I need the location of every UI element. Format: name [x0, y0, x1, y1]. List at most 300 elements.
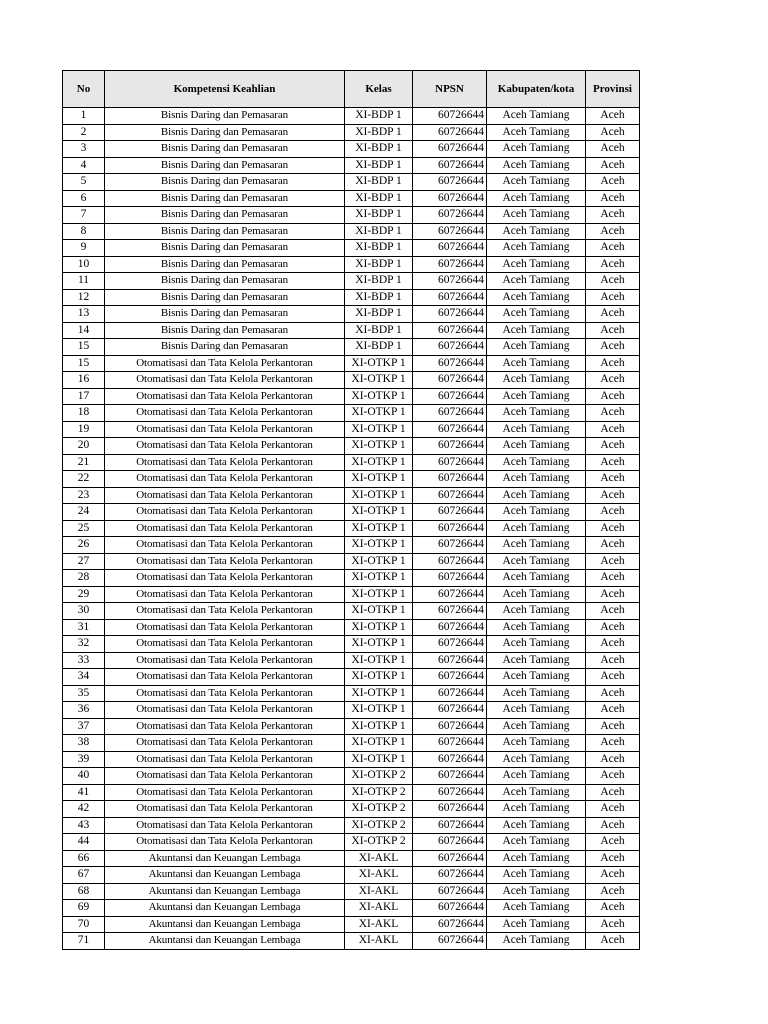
cell-kabupaten: Aceh Tamiang [487, 718, 586, 735]
cell-npsn: 60726644 [413, 883, 487, 900]
cell-no: 28 [63, 570, 105, 587]
cell-no: 14 [63, 322, 105, 339]
table-row [63, 108, 640, 125]
table-body [63, 108, 640, 950]
cell-no: 31 [63, 619, 105, 636]
cell-npsn: 60726644 [413, 157, 487, 174]
table-row [63, 817, 640, 834]
cell-provinsi: Aceh [586, 867, 640, 884]
cell-kabupaten: Aceh Tamiang [487, 619, 586, 636]
cell-kelas: XI-OTKP 2 [345, 768, 413, 785]
cell-provinsi: Aceh [586, 438, 640, 455]
cell-no: 9 [63, 240, 105, 257]
cell-no: 68 [63, 883, 105, 900]
cell-kelas: XI-BDP 1 [345, 289, 413, 306]
cell-kabupaten: Aceh Tamiang [487, 784, 586, 801]
cell-provinsi: Aceh [586, 900, 640, 917]
cell-kompetensi: Otomatisasi dan Tata Kelola Perkantoran [105, 487, 345, 504]
cell-kompetensi: Otomatisasi dan Tata Kelola Perkantoran [105, 454, 345, 471]
table-row [63, 834, 640, 851]
cell-npsn: 60726644 [413, 487, 487, 504]
cell-kompetensi: Otomatisasi dan Tata Kelola Perkantoran [105, 652, 345, 669]
cell-kabupaten: Aceh Tamiang [487, 306, 586, 323]
table-row [63, 190, 640, 207]
cell-provinsi: Aceh [586, 372, 640, 389]
cell-npsn: 60726644 [413, 289, 487, 306]
table-row [63, 471, 640, 488]
table-row [63, 570, 640, 587]
cell-kompetensi: Otomatisasi dan Tata Kelola Perkantoran [105, 520, 345, 537]
cell-kabupaten: Aceh Tamiang [487, 124, 586, 141]
cell-no: 22 [63, 471, 105, 488]
cell-npsn: 60726644 [413, 520, 487, 537]
cell-npsn: 60726644 [413, 471, 487, 488]
cell-kabupaten: Aceh Tamiang [487, 471, 586, 488]
cell-kompetensi: Bisnis Daring dan Pemasaran [105, 157, 345, 174]
table-row [63, 586, 640, 603]
cell-no: 70 [63, 916, 105, 933]
cell-kelas: XI-OTKP 1 [345, 520, 413, 537]
cell-npsn: 60726644 [413, 207, 487, 224]
cell-kabupaten: Aceh Tamiang [487, 702, 586, 719]
cell-kelas: XI-OTKP 1 [345, 718, 413, 735]
cell-kompetensi: Otomatisasi dan Tata Kelola Perkantoran [105, 669, 345, 686]
cell-kompetensi: Bisnis Daring dan Pemasaran [105, 322, 345, 339]
cell-kompetensi: Bisnis Daring dan Pemasaran [105, 256, 345, 273]
cell-kabupaten: Aceh Tamiang [487, 289, 586, 306]
header-kabupaten: Kabupaten/kota [487, 71, 586, 108]
cell-npsn: 60726644 [413, 388, 487, 405]
cell-kompetensi: Akuntansi dan Keuangan Lembaga [105, 933, 345, 950]
cell-kelas: XI-BDP 1 [345, 322, 413, 339]
cell-npsn: 60726644 [413, 355, 487, 372]
cell-no: 24 [63, 504, 105, 521]
header-provinsi: Provinsi [586, 71, 640, 108]
cell-kompetensi: Otomatisasi dan Tata Kelola Perkantoran [105, 537, 345, 554]
cell-provinsi: Aceh [586, 421, 640, 438]
cell-no: 16 [63, 372, 105, 389]
cell-provinsi: Aceh [586, 718, 640, 735]
cell-provinsi: Aceh [586, 751, 640, 768]
cell-no: 10 [63, 256, 105, 273]
cell-kelas: XI-OTKP 1 [345, 636, 413, 653]
cell-kompetensi: Bisnis Daring dan Pemasaran [105, 108, 345, 125]
table-row [63, 372, 640, 389]
cell-provinsi: Aceh [586, 850, 640, 867]
cell-provinsi: Aceh [586, 570, 640, 587]
cell-no: 67 [63, 867, 105, 884]
cell-kompetensi: Akuntansi dan Keuangan Lembaga [105, 867, 345, 884]
cell-kabupaten: Aceh Tamiang [487, 520, 586, 537]
cell-provinsi: Aceh [586, 933, 640, 950]
cell-kompetensi: Otomatisasi dan Tata Kelola Perkantoran [105, 372, 345, 389]
cell-kabupaten: Aceh Tamiang [487, 669, 586, 686]
cell-kelas: XI-OTKP 1 [345, 471, 413, 488]
student-table-sheet [62, 70, 640, 950]
cell-npsn: 60726644 [413, 405, 487, 422]
cell-no: 29 [63, 586, 105, 603]
cell-provinsi: Aceh [586, 355, 640, 372]
table-row [63, 850, 640, 867]
cell-npsn: 60726644 [413, 124, 487, 141]
cell-kompetensi: Otomatisasi dan Tata Kelola Perkantoran [105, 619, 345, 636]
cell-provinsi: Aceh [586, 636, 640, 653]
cell-no: 43 [63, 817, 105, 834]
cell-kabupaten: Aceh Tamiang [487, 339, 586, 356]
cell-npsn: 60726644 [413, 586, 487, 603]
header-kelas: Kelas [345, 71, 413, 108]
cell-kelas: XI-OTKP 1 [345, 388, 413, 405]
cell-provinsi: Aceh [586, 520, 640, 537]
table-row [63, 718, 640, 735]
cell-kelas: XI-OTKP 1 [345, 669, 413, 686]
cell-kompetensi: Otomatisasi dan Tata Kelola Perkantoran [105, 685, 345, 702]
cell-no: 11 [63, 273, 105, 290]
cell-provinsi: Aceh [586, 784, 640, 801]
cell-provinsi: Aceh [586, 339, 640, 356]
cell-kabupaten: Aceh Tamiang [487, 157, 586, 174]
cell-kelas: XI-BDP 1 [345, 157, 413, 174]
table-row [63, 223, 640, 240]
cell-kelas: XI-OTKP 2 [345, 784, 413, 801]
cell-kabupaten: Aceh Tamiang [487, 240, 586, 257]
cell-kabupaten: Aceh Tamiang [487, 256, 586, 273]
cell-provinsi: Aceh [586, 735, 640, 752]
cell-provinsi: Aceh [586, 273, 640, 290]
cell-provinsi: Aceh [586, 537, 640, 554]
table-row [63, 256, 640, 273]
cell-no: 44 [63, 834, 105, 851]
cell-npsn: 60726644 [413, 306, 487, 323]
cell-npsn: 60726644 [413, 273, 487, 290]
cell-provinsi: Aceh [586, 471, 640, 488]
cell-provinsi: Aceh [586, 619, 640, 636]
cell-kompetensi: Bisnis Daring dan Pemasaran [105, 223, 345, 240]
cell-kelas: XI-BDP 1 [345, 207, 413, 224]
cell-kelas: XI-OTKP 1 [345, 454, 413, 471]
cell-no: 32 [63, 636, 105, 653]
cell-kelas: XI-BDP 1 [345, 124, 413, 141]
cell-kelas: XI-OTKP 2 [345, 801, 413, 818]
cell-kelas: XI-OTKP 1 [345, 702, 413, 719]
cell-kabupaten: Aceh Tamiang [487, 487, 586, 504]
cell-kabupaten: Aceh Tamiang [487, 372, 586, 389]
cell-kabupaten: Aceh Tamiang [487, 355, 586, 372]
cell-kelas: XI-OTKP 1 [345, 735, 413, 752]
table-row [63, 735, 640, 752]
cell-npsn: 60726644 [413, 768, 487, 785]
cell-npsn: 60726644 [413, 735, 487, 752]
cell-kelas: XI-OTKP 1 [345, 355, 413, 372]
table-row [63, 355, 640, 372]
table-row [63, 207, 640, 224]
cell-provinsi: Aceh [586, 883, 640, 900]
cell-kompetensi: Otomatisasi dan Tata Kelola Perkantoran [105, 586, 345, 603]
cell-kompetensi: Otomatisasi dan Tata Kelola Perkantoran [105, 834, 345, 851]
cell-kabupaten: Aceh Tamiang [487, 421, 586, 438]
cell-kabupaten: Aceh Tamiang [487, 933, 586, 950]
cell-kelas: XI-OTKP 1 [345, 537, 413, 554]
cell-kabupaten: Aceh Tamiang [487, 190, 586, 207]
cell-provinsi: Aceh [586, 240, 640, 257]
cell-provinsi: Aceh [586, 454, 640, 471]
cell-kabupaten: Aceh Tamiang [487, 735, 586, 752]
cell-no: 39 [63, 751, 105, 768]
cell-kompetensi: Bisnis Daring dan Pemasaran [105, 306, 345, 323]
cell-provinsi: Aceh [586, 306, 640, 323]
cell-kabupaten: Aceh Tamiang [487, 570, 586, 587]
cell-kompetensi: Otomatisasi dan Tata Kelola Perkantoran [105, 751, 345, 768]
cell-kompetensi: Akuntansi dan Keuangan Lembaga [105, 916, 345, 933]
header-kompetensi: Kompetensi Keahlian [105, 71, 345, 108]
cell-npsn: 60726644 [413, 801, 487, 818]
table-row [63, 768, 640, 785]
table-row [63, 174, 640, 191]
cell-kelas: XI-OTKP 1 [345, 438, 413, 455]
cell-no: 38 [63, 735, 105, 752]
table-row [63, 751, 640, 768]
table-row [63, 289, 640, 306]
cell-kelas: XI-OTKP 1 [345, 504, 413, 521]
cell-kelas: XI-OTKP 1 [345, 570, 413, 587]
table-row [63, 339, 640, 356]
table-row [63, 454, 640, 471]
cell-kelas: XI-OTKP 1 [345, 553, 413, 570]
table-row [63, 421, 640, 438]
cell-npsn: 60726644 [413, 619, 487, 636]
cell-provinsi: Aceh [586, 207, 640, 224]
cell-npsn: 60726644 [413, 718, 487, 735]
cell-no: 34 [63, 669, 105, 686]
table-row [63, 685, 640, 702]
cell-kompetensi: Akuntansi dan Keuangan Lembaga [105, 900, 345, 917]
cell-provinsi: Aceh [586, 553, 640, 570]
table-row [63, 916, 640, 933]
cell-kabupaten: Aceh Tamiang [487, 768, 586, 785]
cell-no: 66 [63, 850, 105, 867]
cell-provinsi: Aceh [586, 141, 640, 158]
cell-no: 21 [63, 454, 105, 471]
cell-npsn: 60726644 [413, 751, 487, 768]
cell-kelas: XI-AKL [345, 867, 413, 884]
cell-kelas: XI-OTKP 1 [345, 487, 413, 504]
table-row [63, 636, 640, 653]
cell-provinsi: Aceh [586, 916, 640, 933]
cell-kompetensi: Bisnis Daring dan Pemasaran [105, 339, 345, 356]
cell-no: 20 [63, 438, 105, 455]
cell-npsn: 60726644 [413, 784, 487, 801]
cell-kabupaten: Aceh Tamiang [487, 603, 586, 620]
table-row [63, 603, 640, 620]
cell-npsn: 60726644 [413, 603, 487, 620]
cell-provinsi: Aceh [586, 768, 640, 785]
cell-no: 19 [63, 421, 105, 438]
cell-provinsi: Aceh [586, 834, 640, 851]
header-npsn: NPSN [413, 71, 487, 108]
cell-npsn: 60726644 [413, 933, 487, 950]
cell-npsn: 60726644 [413, 372, 487, 389]
cell-provinsi: Aceh [586, 685, 640, 702]
cell-kompetensi: Otomatisasi dan Tata Kelola Perkantoran [105, 504, 345, 521]
table-row [63, 405, 640, 422]
table-row [63, 487, 640, 504]
table-row [63, 537, 640, 554]
table-row [63, 702, 640, 719]
cell-kabupaten: Aceh Tamiang [487, 850, 586, 867]
cell-kompetensi: Bisnis Daring dan Pemasaran [105, 207, 345, 224]
cell-no: 27 [63, 553, 105, 570]
cell-no: 25 [63, 520, 105, 537]
cell-provinsi: Aceh [586, 817, 640, 834]
cell-kompetensi: Otomatisasi dan Tata Kelola Perkantoran [105, 570, 345, 587]
cell-npsn: 60726644 [413, 834, 487, 851]
cell-kompetensi: Otomatisasi dan Tata Kelola Perkantoran [105, 388, 345, 405]
cell-kompetensi: Bisnis Daring dan Pemasaran [105, 190, 345, 207]
cell-no: 71 [63, 933, 105, 950]
cell-kompetensi: Otomatisasi dan Tata Kelola Perkantoran [105, 471, 345, 488]
cell-kelas: XI-OTKP 2 [345, 834, 413, 851]
cell-no: 36 [63, 702, 105, 719]
cell-kabupaten: Aceh Tamiang [487, 817, 586, 834]
cell-provinsi: Aceh [586, 388, 640, 405]
table-row [63, 933, 640, 950]
cell-provinsi: Aceh [586, 603, 640, 620]
cell-kabupaten: Aceh Tamiang [487, 652, 586, 669]
cell-kelas: XI-BDP 1 [345, 223, 413, 240]
cell-kompetensi: Akuntansi dan Keuangan Lembaga [105, 883, 345, 900]
cell-kabupaten: Aceh Tamiang [487, 273, 586, 290]
cell-npsn: 60726644 [413, 141, 487, 158]
cell-kabupaten: Aceh Tamiang [487, 916, 586, 933]
cell-no: 42 [63, 801, 105, 818]
table-row [63, 388, 640, 405]
cell-kompetensi: Otomatisasi dan Tata Kelola Perkantoran [105, 405, 345, 422]
table-row [63, 306, 640, 323]
cell-kelas: XI-OTKP 1 [345, 685, 413, 702]
table-row [63, 883, 640, 900]
cell-kelas: XI-BDP 1 [345, 306, 413, 323]
table-row [63, 801, 640, 818]
cell-kabupaten: Aceh Tamiang [487, 586, 586, 603]
cell-provinsi: Aceh [586, 108, 640, 125]
cell-kompetensi: Otomatisasi dan Tata Kelola Perkantoran [105, 718, 345, 735]
cell-kompetensi: Bisnis Daring dan Pemasaran [105, 289, 345, 306]
cell-npsn: 60726644 [413, 240, 487, 257]
cell-no: 2 [63, 124, 105, 141]
cell-provinsi: Aceh [586, 157, 640, 174]
cell-no: 12 [63, 289, 105, 306]
cell-no: 7 [63, 207, 105, 224]
cell-kompetensi: Otomatisasi dan Tata Kelola Perkantoran [105, 735, 345, 752]
cell-no: 18 [63, 405, 105, 422]
cell-kelas: XI-OTKP 1 [345, 751, 413, 768]
cell-provinsi: Aceh [586, 223, 640, 240]
cell-kompetensi: Otomatisasi dan Tata Kelola Perkantoran [105, 421, 345, 438]
cell-no: 33 [63, 652, 105, 669]
cell-no: 69 [63, 900, 105, 917]
cell-provinsi: Aceh [586, 190, 640, 207]
cell-no: 1 [63, 108, 105, 125]
cell-kompetensi: Otomatisasi dan Tata Kelola Perkantoran [105, 801, 345, 818]
cell-kabupaten: Aceh Tamiang [487, 636, 586, 653]
cell-npsn: 60726644 [413, 322, 487, 339]
cell-no: 35 [63, 685, 105, 702]
cell-kompetensi: Otomatisasi dan Tata Kelola Perkantoran [105, 438, 345, 455]
cell-provinsi: Aceh [586, 702, 640, 719]
cell-kompetensi: Bisnis Daring dan Pemasaran [105, 240, 345, 257]
cell-npsn: 60726644 [413, 223, 487, 240]
cell-kompetensi: Otomatisasi dan Tata Kelola Perkantoran [105, 603, 345, 620]
table-row [63, 273, 640, 290]
cell-kelas: XI-OTKP 1 [345, 603, 413, 620]
cell-provinsi: Aceh [586, 289, 640, 306]
table-row [63, 520, 640, 537]
cell-npsn: 60726644 [413, 702, 487, 719]
cell-npsn: 60726644 [413, 570, 487, 587]
cell-kompetensi: Otomatisasi dan Tata Kelola Perkantoran [105, 817, 345, 834]
cell-kabupaten: Aceh Tamiang [487, 207, 586, 224]
header-no: No [63, 71, 105, 108]
cell-kabupaten: Aceh Tamiang [487, 405, 586, 422]
cell-npsn: 60726644 [413, 339, 487, 356]
cell-npsn: 60726644 [413, 537, 487, 554]
cell-kelas: XI-OTKP 1 [345, 586, 413, 603]
cell-kabupaten: Aceh Tamiang [487, 454, 586, 471]
cell-kabupaten: Aceh Tamiang [487, 685, 586, 702]
cell-npsn: 60726644 [413, 850, 487, 867]
cell-kelas: XI-AKL [345, 883, 413, 900]
cell-provinsi: Aceh [586, 256, 640, 273]
cell-provinsi: Aceh [586, 801, 640, 818]
cell-no: 30 [63, 603, 105, 620]
cell-kompetensi: Otomatisasi dan Tata Kelola Perkantoran [105, 768, 345, 785]
table-row [63, 652, 640, 669]
cell-kompetensi: Otomatisasi dan Tata Kelola Perkantoran [105, 702, 345, 719]
cell-provinsi: Aceh [586, 405, 640, 422]
table-row [63, 784, 640, 801]
cell-npsn: 60726644 [413, 553, 487, 570]
cell-kelas: XI-OTKP 1 [345, 421, 413, 438]
cell-no: 3 [63, 141, 105, 158]
cell-npsn: 60726644 [413, 685, 487, 702]
cell-kabupaten: Aceh Tamiang [487, 108, 586, 125]
cell-npsn: 60726644 [413, 669, 487, 686]
cell-no: 26 [63, 537, 105, 554]
table-row [63, 157, 640, 174]
cell-kabupaten: Aceh Tamiang [487, 141, 586, 158]
cell-kabupaten: Aceh Tamiang [487, 174, 586, 191]
cell-kelas: XI-BDP 1 [345, 108, 413, 125]
cell-kabupaten: Aceh Tamiang [487, 504, 586, 521]
cell-npsn: 60726644 [413, 817, 487, 834]
cell-no: 40 [63, 768, 105, 785]
cell-npsn: 60726644 [413, 636, 487, 653]
cell-provinsi: Aceh [586, 174, 640, 191]
student-table [62, 70, 640, 950]
cell-npsn: 60726644 [413, 108, 487, 125]
cell-kabupaten: Aceh Tamiang [487, 553, 586, 570]
table-row [63, 322, 640, 339]
table-row [63, 438, 640, 455]
cell-provinsi: Aceh [586, 322, 640, 339]
cell-provinsi: Aceh [586, 586, 640, 603]
cell-kelas: XI-OTKP 1 [345, 652, 413, 669]
cell-no: 41 [63, 784, 105, 801]
cell-no: 6 [63, 190, 105, 207]
cell-kelas: XI-BDP 1 [345, 273, 413, 290]
cell-npsn: 60726644 [413, 652, 487, 669]
cell-no: 15 [63, 355, 105, 372]
